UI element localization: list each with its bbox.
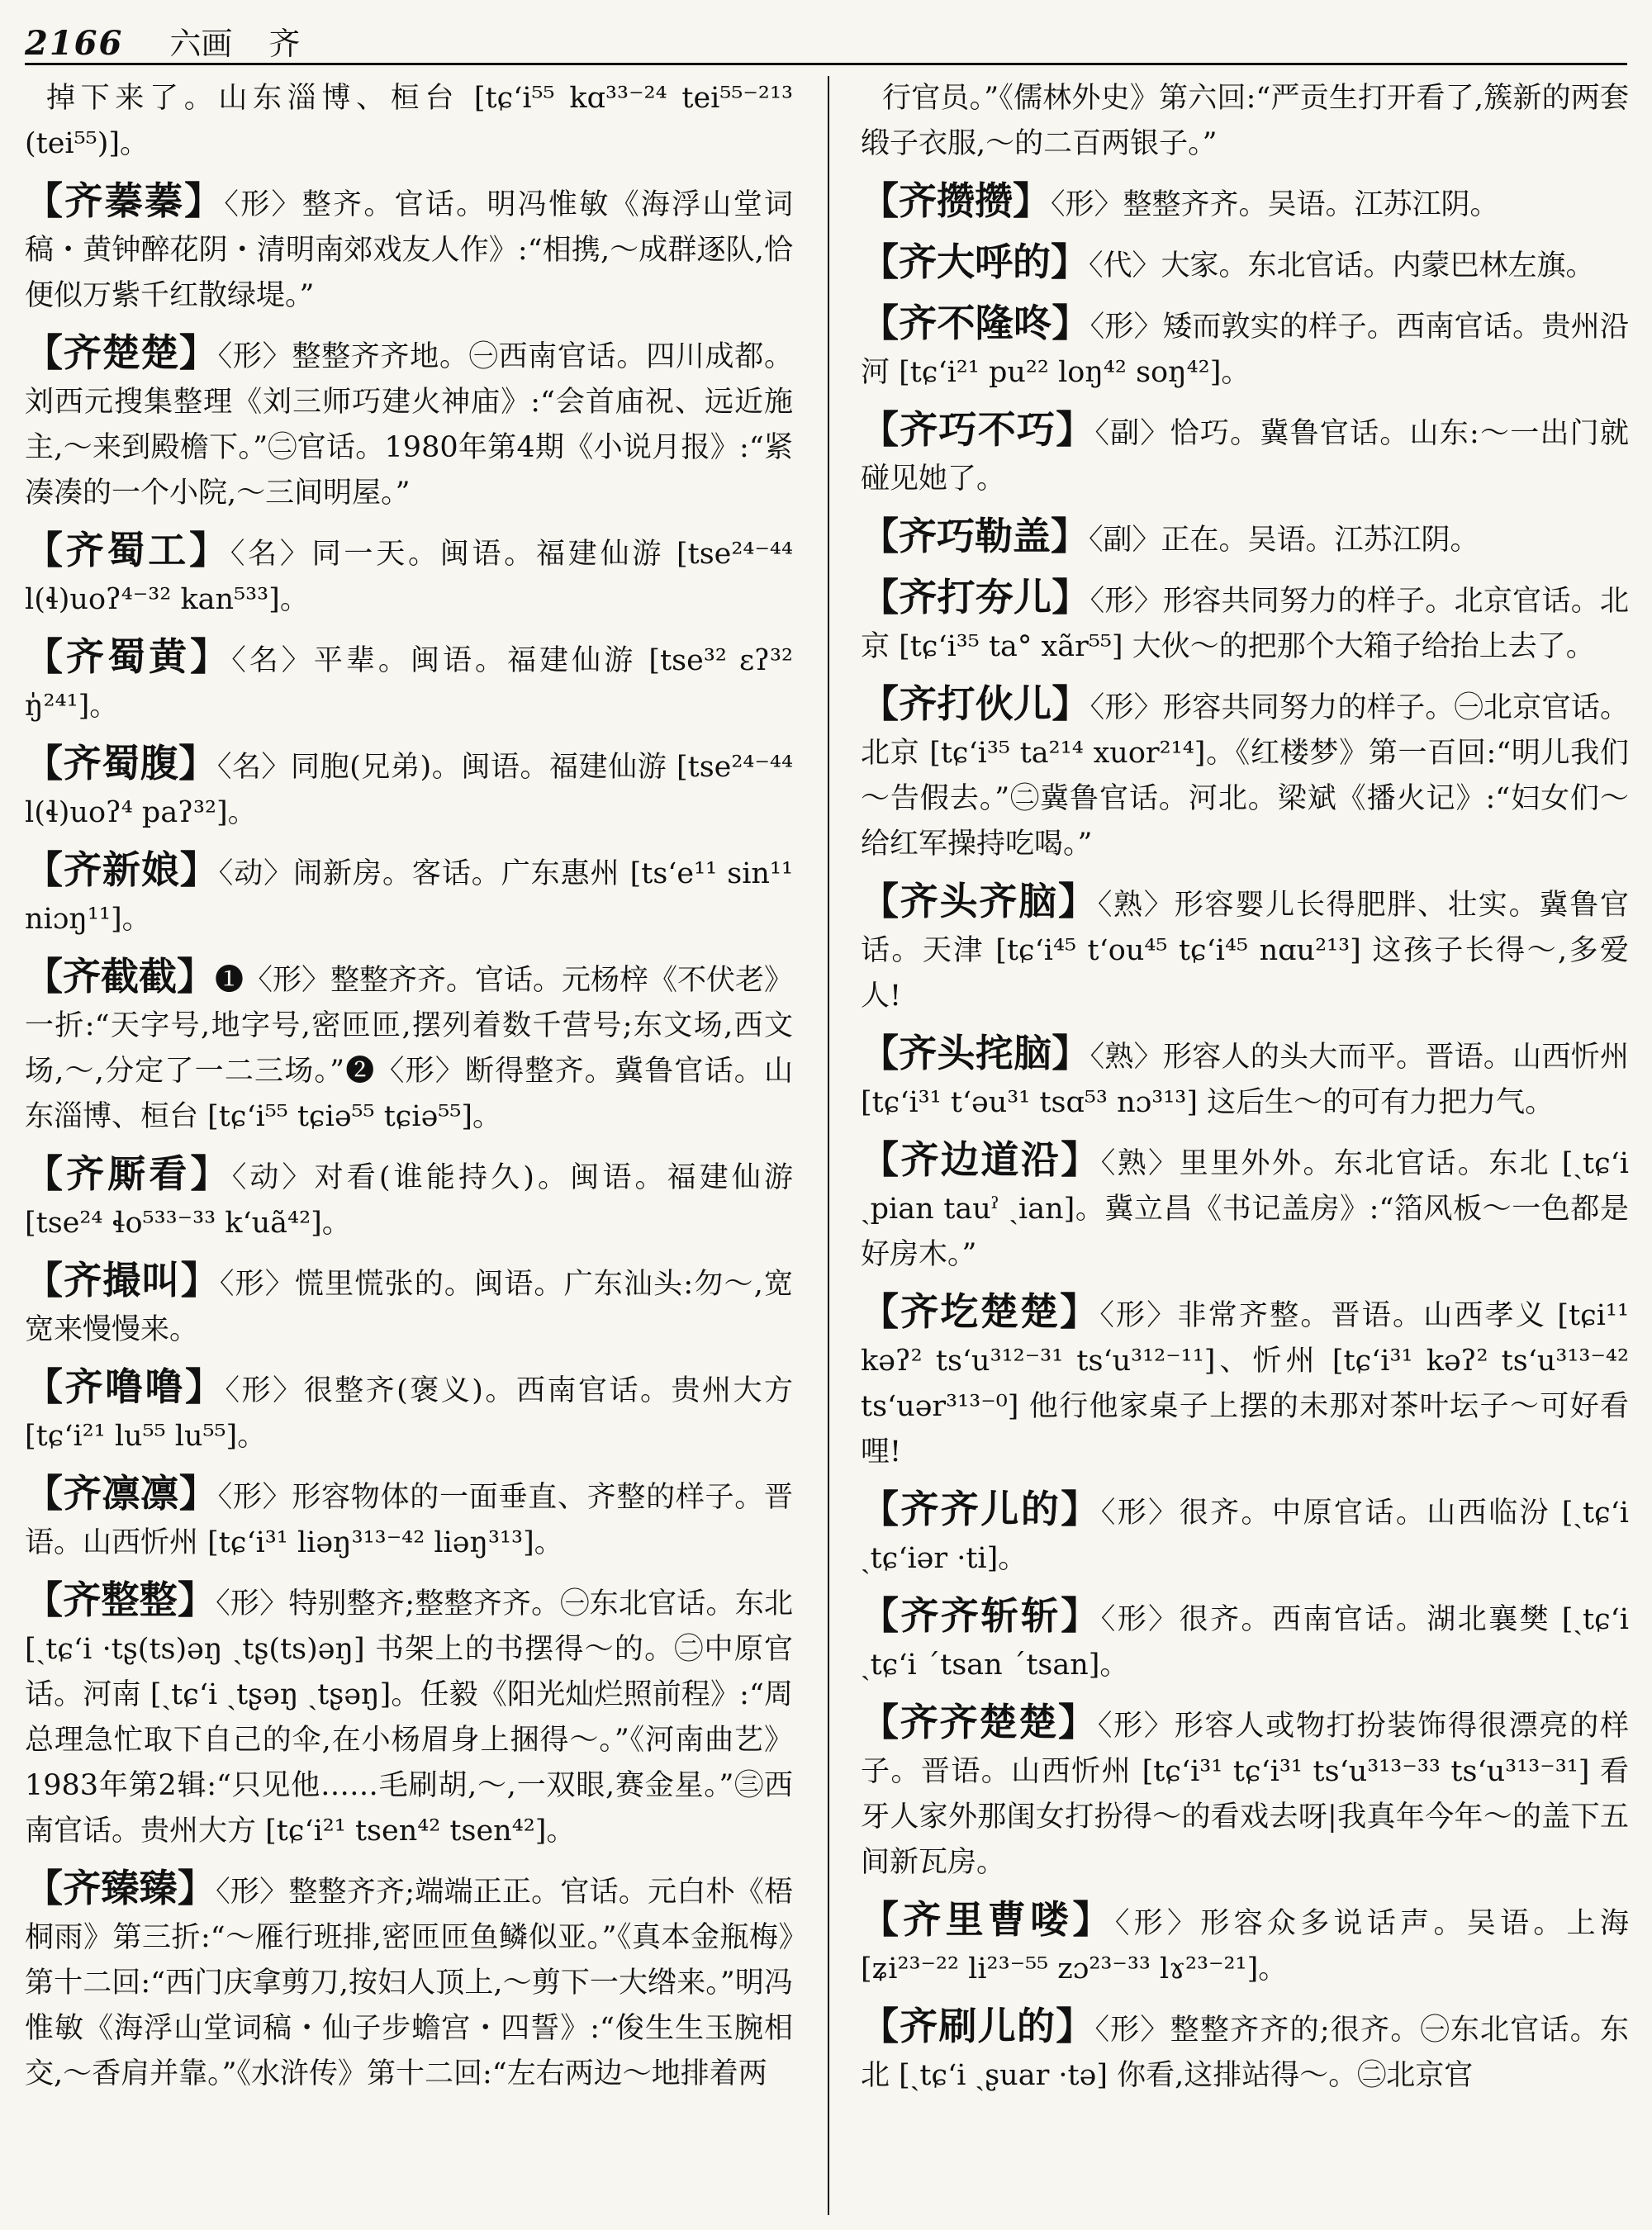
entry [25,1578,793,1854]
entry [861,1137,1629,1278]
continuation-text: 掉下来了。山东淄博、桓台 [tɕʻi⁵⁵ kɑ³³⁻²⁴ tei⁵⁵⁻²¹³ (tei⁵⁵)]。 [25,82,793,160]
headword: 【齐蜀黄】 [25,634,232,679]
definition: 〈名〉平辈。闽语。福建仙游 [tse³² ɛʔ³² ŋ̍²⁴¹]。 [25,644,793,723]
column-divider [828,76,829,2215]
definition: ❶〈形〉整整齐齐。官话。元杨梓《不伏老》一折:“天字号,地字号,密匝匝,摆列着数千营号;东文场,西文场,～,分定了一二三场。”❷〈形〉断得整齐。冀鲁官话。山东淄博、桓台 [tɕʻi⁵⁵ tɕiə⁵⁵ tɕiə⁵⁵]。 [25,964,793,1133]
headword: 【齐刷儿的】 [861,2004,1095,2048]
headword: 【齐不隆咚】 [861,301,1090,345]
headword: 【齐臻臻】 [25,1866,216,1910]
definition: 〈形〉很整齐(褒义)。西南官话。贵州大方 [tɕʻi²¹ lu⁵⁵ lu⁵⁵]。 [25,1374,793,1453]
definition: 〈形〉非常齐整。晋语。山西孝义 [tɕi¹¹ kəʔ² tsʻu³¹²⁻³¹ tsʻu³¹²⁻¹¹]、忻州 [tɕʻi³¹ kəʔ² tsʻu³¹³⁻⁴² tsʻuər³¹³⁻⁰] 他行他家桌子上摆的未那对茶叶坛子～可好看哩! [861,1299,1629,1468]
headword: 【齐楚楚】 [25,330,218,375]
continuation-text: 行官员。”《儒林外史》第六回:“严贡生打开看了,簇新的两套缎子衣服,～的二百两银子。” [861,82,1629,160]
entry [861,1897,1629,1992]
left-column [25,76,793,2215]
headword: 【齐蜀工】 [25,528,230,572]
entry [861,1700,1629,1886]
headword: 【齐蜀腹】 [25,741,217,785]
headword: 【齐新娘】 [25,847,219,892]
definition: 〈形〉很齐。中原官话。山西临汾 [ˏtɕʻi ˏtɕʻiər ·ti]。 [861,1497,1629,1575]
definition: 〈副〉恰巧。冀鲁官话。山东:～一出门就碰见她了。 [861,417,1629,496]
entry [861,879,1629,1019]
definition: 〈形〉形容共同努力的样子。㊀北京官话。北京 [tɕʻi³⁵ ta²¹⁴ xuor²¹⁴]。《红楼梦》第一百回:“明儿我们～告假去。”㊁冀鲁官话。河北。梁斌《播火记》:“妇女们～给红军操持吃喝。” [861,691,1629,861]
headword: 【齐噜噜】 [25,1364,225,1409]
entry [25,1364,793,1459]
definition: 〈名〉同胞(兄弟)。闽语。福建仙游 [tse²⁴⁻⁴⁴ l(ɬ)uoʔ⁴ paʔ³²]。 [25,751,793,829]
entry [25,741,793,836]
definition: 〈形〉矮而敦实的样子。西南官话。贵州沿河 [tɕʻi²¹ pu²² loŋ⁴² soŋ⁴²]。 [861,311,1629,389]
definition: 〈形〉形容物体的一面垂直、齐整的样子。晋语。山西忻州 [tɕʻi³¹ liəŋ³¹³⁻⁴² liəŋ³¹³]。 [25,1481,793,1559]
entry [861,575,1629,670]
definition: 〈形〉整整齐齐;端端正正。官话。元白朴《梧桐雨》第三折:“～雁行班排,密匝匝鱼鳞似亚。”《真本金瓶梅》第十二回:“西门庆拿剪刀,按妇人顶上,～剪下一大绺来。”明冯惟敏《海浮山堂词稿・仙子步蟾宫・四誓》:“俊生生玉腕相交,～香肩并靠。”《水浒传》第十二回:“左右两边～地排着两 [25,1876,793,2090]
headword: 【齐整整】 [25,1578,216,1622]
definition: 〈形〉特别整齐;整整齐齐。㊀东北官话。东北 [ˏtɕʻi ·tʂ(ts)əŋ ˏtʂ(ts)əŋ] 书架上的书摆得～的。㊁中原官话。河南 [ˏtɕʻi ˏtʂəŋ ˏtʂəŋ]。任毅《阳光灿烂照前程》:“周总理急忙取下自己的伞,在小杨眉身上捆得～。”《河南曲艺》1983年第2辑:“只见他……毛刷胡,～,一双眼,赛金星。”㊂西南官话。贵州大方 [tɕʻi²¹ tsen⁴² tsen⁴²]。 [25,1587,793,1848]
headword: 【齐打伙儿】 [861,681,1090,726]
entry [861,407,1629,502]
headword: 【齐蓁蓁】 [25,178,225,223]
headword: 【齐大呼的】 [861,240,1089,284]
entry [25,1258,793,1353]
entry [25,178,793,319]
entry [861,1289,1629,1475]
headword: 【齐齐斩斩】 [861,1593,1101,1638]
headword: 【齐齐楚楚】 [861,1700,1098,1744]
headword: 【齐截截】 [25,954,215,999]
definition: 〈形〉整齐。官话。明冯惟敏《海浮山堂词稿・黄钟醉花阴・清明南郊戏友人作》:“相携,～成群逐队,恰便似万紫千红散绿堤。” [25,188,793,312]
entry [25,1471,793,1566]
entry [25,528,793,623]
definition: 〈熟〉形容婴儿长得肥胖、壮实。冀鲁官话。天津 [tɕʻi⁴⁵ tʻou⁴⁵ tɕʻi⁴⁵ nɑu²¹³] 这孩子长得～,多爱人! [861,889,1629,1013]
headword: 【齐巧勒盖】 [861,514,1089,558]
header-character: 齐 [268,26,301,62]
entry [861,1031,1629,1126]
definition: 〈形〉形容众多说话声。吴语。上海 [ʑi²³⁻²² li²³⁻⁵⁵ zɔ²³⁻³³ lɤ²³⁻²¹]。 [861,1907,1629,1986]
headword: 【齐凛凛】 [25,1471,218,1516]
entry [25,847,793,942]
headword: 【齐齐儿的】 [861,1487,1101,1531]
definition: 〈形〉整整齐齐的;很齐。㊀东北官话。东北 [ˏtɕʻi ˏʂuar ·tə] 你看,这排站得～。㊁北京官 [861,2014,1629,2092]
entry [25,954,793,1140]
entry [861,178,1629,228]
definition: 〈形〉很齐。西南官话。湖北襄樊 [ˏtɕʻi ˏtɕʻi ˊtsan ˊtsan]。 [861,1603,1629,1682]
definition: 〈动〉闹新房。客话。广东惠州 [tsʻe¹¹ sin¹¹ niɔŋ¹¹]。 [25,857,793,936]
entry [861,1593,1629,1688]
headword: 【齐巧不巧】 [861,407,1095,452]
definition: 〈形〉整整齐齐。吴语。江苏江阴。 [1051,188,1499,221]
definition: 〈形〉形容人或物打扮装饰得很漂亮的样子。晋语。山西忻州 [tɕʻi³¹ tɕʻi³¹ tsʻu³¹³⁻³³ tsʻu³¹³⁻³¹] 看牙人家外那闺女打扮得～的看戏去呀|我真年今年～的盖下五间新瓦房。 [861,1710,1629,1879]
entry [25,1151,793,1246]
definition: 〈形〉慌里慌张的。闽语。广东汕头:勿～,宽宽来慢慢来。 [25,1268,793,1346]
definition: 〈副〉正在。吴语。江苏江阴。 [1089,524,1479,557]
definition: 〈动〉对看(谁能持久)。闽语。福建仙游 [tse²⁴ ɬo⁵³³⁻³³ kʻuã⁴²]。 [25,1161,793,1240]
page-header [25,18,1627,61]
entry [861,301,1629,396]
definition: 〈名〉同一天。闽语。福建仙游 [tse²⁴⁻⁴⁴ l(ɬ)uoʔ⁴⁻³² kan⁵³³]。 [25,538,793,616]
entry [861,2004,1629,2099]
headword: 【齐攒攒】 [861,178,1051,223]
entry [861,514,1629,563]
entry [25,1866,793,2097]
headword: 【齐撮叫】 [25,1258,220,1302]
definition: 〈代〉大家。东北官话。内蒙巴林左旗。 [1089,249,1595,282]
entry [861,240,1629,289]
headword: 【齐头齐脑】 [861,879,1098,923]
headword: 【齐打夯儿】 [861,575,1090,619]
definition: 〈形〉形容共同努力的样子。北京官话。北京 [tɕʻi³⁵ ta° xãr⁵⁵] 大伙～的把那个大箱子给抬上去了。 [861,585,1629,663]
definition: 〈熟〉里里外外。东北官话。东北 [ˏtɕʻi ˏpian tauˀ ˏian]。冀立昌《书记盖房》:“箔风板～一色都是好房木。” [861,1147,1629,1271]
definition: 〈熟〉形容人的头大而平。晋语。山西忻州 [tɕʻi³¹ tʻəu³¹ tsɑ⁵³ nɔ³¹³] 这后生～的可有力把力气。 [861,1041,1629,1119]
page-number: 2166 [25,24,124,63]
right-column [861,76,1629,2215]
headword: 【齐里曹喽】 [861,1897,1115,1942]
header-rule [25,63,1627,65]
headword: 【齐厮看】 [25,1151,232,1196]
entry [25,330,793,516]
section-label: 六画 [169,26,233,62]
entry [861,681,1629,867]
headword: 【齐边道沿】 [861,1137,1101,1182]
definition: 〈形〉整整齐齐地。㊀西南官话。四川成都。刘西元搜集整理《刘三师巧建火神庙》:“会首庙祝、远近施主,～来到殿檐下。”㊁官话。1980年第4期《小说月报》:“紧凑凑的一个小院,～三间明屋。” [25,340,793,510]
headword: 【齐圪楚楚】 [861,1289,1100,1334]
headword: 【齐头挓脑】 [861,1031,1090,1075]
entry [861,1487,1629,1582]
entry [25,634,793,729]
